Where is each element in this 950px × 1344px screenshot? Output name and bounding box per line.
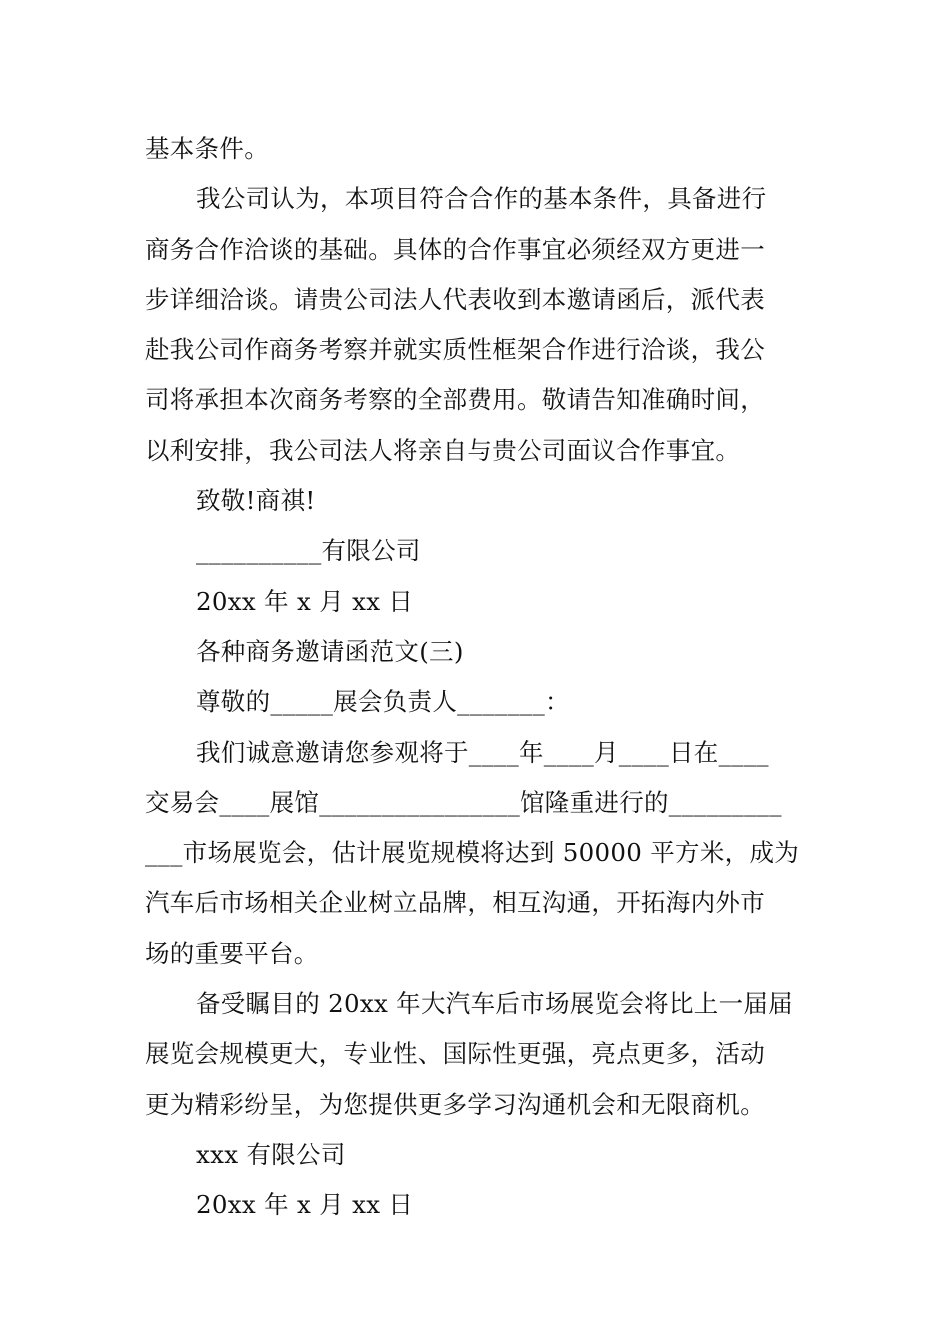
- text-line: 展览会规模更大，专业性、国际性更强，亮点更多，活动: [145, 1039, 765, 1069]
- paragraph-start-line: 备受瞩目的 20xx 年大汽车后市场展览会将比上一届届: [196, 989, 793, 1019]
- letter-date: 20xx 年 x 月 xx 日: [196, 586, 414, 616]
- text-line: 赴我公司作商务考察并就实质性框架合作进行洽谈，我公: [145, 335, 765, 365]
- text-line: 交易会____展馆________________馆隆重进行的_________: [145, 787, 782, 817]
- text-line: 商务合作洽谈的基础。具体的合作事宜必须经双方更进一: [145, 234, 765, 264]
- text-line: 场的重要平台。: [145, 938, 319, 968]
- text-line: 司将承担本次商务考察的全部费用。敬请告知准确时间，: [145, 385, 765, 415]
- text-line: 步详细洽谈。请贵公司法人代表收到本邀请函后，派代表: [145, 284, 765, 314]
- paragraph-start-line: 我们诚意邀请您参观将于____年____月____日在____: [196, 737, 769, 767]
- signature-company: xxx 有限公司: [196, 1139, 346, 1169]
- paragraph-start-line: 我公司认为，本项目符合合作的基本条件，具备进行: [196, 184, 767, 214]
- greeting-line: 尊敬的_____展会负责人_______：: [196, 687, 570, 717]
- text-line: 以利安排，我公司法人将亲自与贵公司面议合作事宜。: [145, 435, 741, 465]
- section-heading: 各种商务邀请函范文(三): [196, 636, 464, 666]
- signature-date: 20xx 年 x 月 xx 日: [196, 1190, 414, 1220]
- text-line: 更为精彩纷呈，为您提供更多学习沟通机会和无限商机。: [145, 1089, 765, 1119]
- text-line: 汽车后市场相关企业树立品牌，相互沟通，开拓海内外市: [145, 888, 765, 918]
- closing-salutation: 致敬!商祺!: [196, 486, 316, 516]
- text-line: ___市场展览会，估计展览规模将达到 50000 平方米，成为: [145, 838, 800, 868]
- text-line: 基本条件。: [145, 134, 269, 163]
- document-body: [145, 124, 810, 1231]
- sender-company: __________有限公司: [196, 536, 421, 566]
